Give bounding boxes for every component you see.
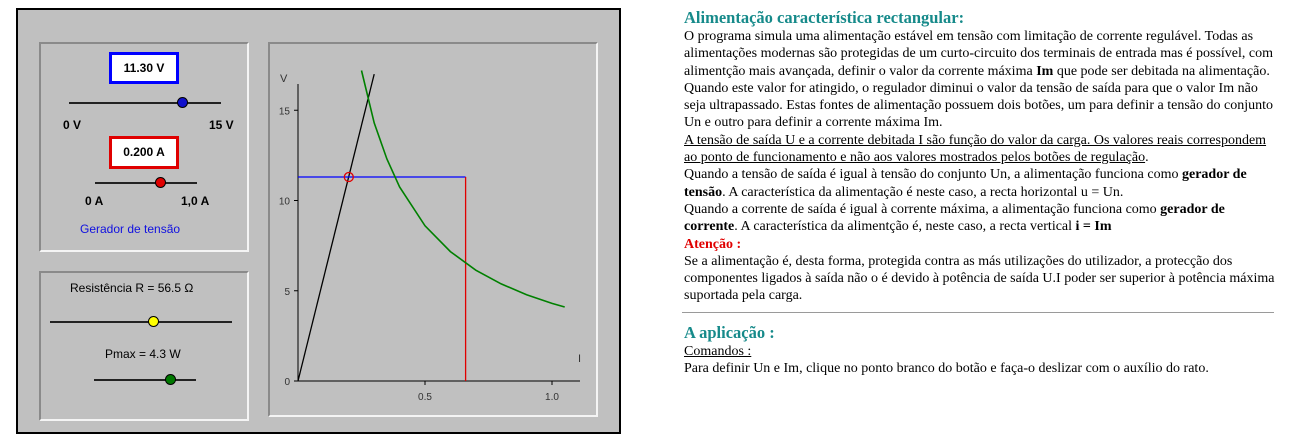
voltage-slider-track[interactable] [69, 102, 221, 104]
resistance-slider-track[interactable] [50, 321, 232, 323]
load-control-panel [39, 271, 249, 421]
x-axis-label: I [578, 353, 582, 365]
commands-label: Comandos : [684, 343, 752, 359]
current-slider-track[interactable] [95, 182, 197, 184]
pmax-slider-knob[interactable] [165, 374, 176, 385]
section-title-characteristic: Alimentação característica rectangular: [684, 8, 965, 27]
voltage-min-label: 0 V [63, 118, 82, 132]
x-tick-label: 1.0 [545, 392, 559, 403]
pmax-label: Pmax = 4.3 W [105, 347, 181, 361]
paragraph-commands: Para definir Un e Im, clique no ponto branco do botão e faça-o deslizar com o auxílio do rato. [684, 361, 1209, 377]
current-value-display: 0.200 A [109, 136, 179, 169]
section-title-application: A aplicação : [684, 322, 775, 342]
load-line [298, 74, 374, 381]
description-text [684, 8, 1282, 377]
resistance-label: Resistência R = 56.5 Ω [70, 281, 194, 295]
characteristic-chart [270, 44, 596, 415]
current-slider-knob[interactable] [155, 177, 166, 188]
max-power-curve [362, 71, 565, 308]
generator-mode-label: Gerador de tensão [80, 222, 181, 236]
paragraph-voltage-mode: Quando a tensão de saída é igual à tensão do conjunto Un, a alimentação funciona como gerador de tensão. A característica da alimentação é neste caso, a recta horizontal u = Un. [684, 167, 1247, 200]
current-max-label: 1,0 A [181, 194, 210, 208]
paragraph-operating-point: A tensão de saída U e a corrente debitada I são função do valor da carga. Os valores reais correspondem ao ponto de funcionamento e não aos valores mostrados pelos botões de regulação. [684, 132, 1267, 166]
characteristic-graph-panel [268, 42, 598, 417]
y-tick-label: 0 [284, 377, 290, 388]
paragraph-current-mode: Quando a corrente de saída é igual à corrente máxima, a alimentação funciona como gerador de corrente. A característica da alimentção é, neste caso, a recta vertical i = Im [684, 201, 1225, 235]
simulation-applet [16, 8, 621, 434]
y-tick-label: 5 [284, 286, 290, 298]
voltage-slider-knob[interactable] [177, 97, 188, 108]
y-tick-label: 15 [278, 106, 290, 118]
voltage-value-display: 11.30 V [109, 52, 179, 84]
paragraph-attention: Se a alimentação é, desta forma, protegida contra as más utilizações do utilizador, a protecção dos componentes ligados à saída não o é devido à potência de saída U.I poder ser superior à potência máxima suportada pela carga. [684, 253, 1275, 304]
current-min-label: 0 A [85, 194, 104, 208]
paragraph-intro: O programa simula uma alimentação estável em tensão com limitação de corrente regulável. Todas as alimentações modernas são protegidas de um curto-circuito dos terminais de entrada mas é possível, com alimentção mais avançada, definir o valor da corrente máxima Im que pode ser debitada na alimentação. Quando este valor for atingido, o regulador diminui o valor da tensão de saída para que o valor Im não seja ultrapassado. Estas fontes de alimentação possuem dois botões, um para definir a tensão do conjunto Un e outro para definir a corrente máxima Im. [684, 29, 1274, 131]
pmax-slider-track[interactable] [94, 379, 196, 381]
y-axis-label: V [280, 73, 288, 85]
x-tick-label: 0.5 [418, 392, 432, 403]
voltage-max-label: 15 V [209, 118, 234, 132]
generator-control-panel [39, 42, 249, 252]
y-tick-label: 10 [278, 196, 290, 208]
resistance-slider-knob[interactable] [148, 316, 159, 327]
attention-heading: Atenção : [684, 236, 742, 252]
section-divider [682, 312, 1274, 313]
